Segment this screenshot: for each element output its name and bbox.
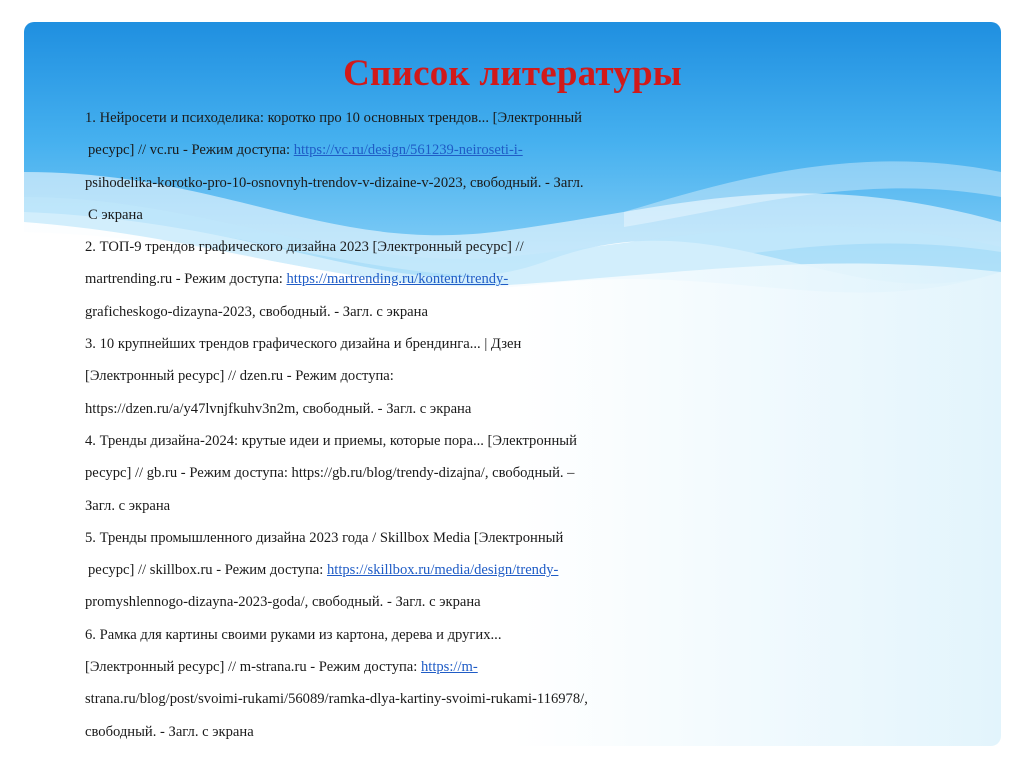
bibliography-line: 2. ТОП-9 трендов графического дизайна 2023 [Электронный ресурс] //	[85, 239, 524, 256]
bibliography-line	[85, 263, 725, 295]
bibliography-line: свободный. - Загл. с экрана	[85, 723, 254, 740]
bibliography-line: [Электронный ресурс] // dzen.ru - Режим доступа:	[85, 368, 394, 385]
bibliography-line: Загл. с экрана	[85, 497, 171, 514]
line-text: ресурс] // skillbox.ru - Режим доступа:	[88, 562, 327, 579]
reference-link[interactable]: https://skillbox.ru/media/design/trendy-	[326, 562, 559, 579]
line-text: [Электронный ресурс] // m-strana.ru - Режим доступа:	[85, 659, 421, 676]
bibliography-line	[85, 651, 725, 683]
bibliography-line	[85, 554, 725, 586]
reference-link[interactable]: https://martrending.ru/kontent/trendy-	[286, 271, 509, 288]
bibliography-line: ресурс] // gb.ru - Режим доступа: https://gb.ru/blog/trendy-dizajna/, свободный. –	[85, 465, 575, 482]
bibliography-list	[85, 102, 725, 746]
bibliography-line: 1. Нейросети и психоделика: коротко про 10 основных трендов... [Электронный	[85, 110, 582, 126]
reference-link[interactable]: https://m-	[420, 659, 478, 676]
bibliography-line: 5. Тренды промышленного дизайна 2023 года / Skillbox Media [Электронный	[85, 529, 564, 546]
bibliography-line: С экрана	[88, 206, 143, 223]
line-text: ресурс] // vc.ru - Режим доступа:	[88, 142, 294, 159]
page-title: Список литературы	[343, 53, 682, 94]
bibliography-line: 6. Рамка для картины своими руками из картона, дерева и других...	[85, 626, 502, 643]
reference-link[interactable]: https://vc.ru/design/561239-neiroseti-i-	[293, 142, 523, 159]
bibliography-line: psihodelika-korotko-pro-10-osnovnyh-trendov-v-dizaine-v-2023, свободный. - Загл.	[85, 174, 584, 191]
bibliography-line	[85, 134, 725, 166]
bibliography-line: 4. Тренды дизайна-2024: крутые идеи и приемы, которые пора... [Электронный	[85, 432, 577, 449]
bibliography-line: graficheskogo-dizayna-2023, свободный. - Загл. с экрана	[85, 303, 428, 320]
bibliography-line: 3. 10 крупнейших трендов графического дизайна и брендинга... | Дзен	[85, 336, 522, 353]
bibliography-line: strana.ru/blog/post/svoimi-rukami/56089/ramka-dlya-kartiny-svoimi-rukami-116978/,	[85, 691, 588, 708]
slide	[24, 22, 1001, 746]
line-text: martrending.ru - Режим доступа:	[85, 271, 287, 288]
bibliography-line: promyshlennogo-dizayna-2023-goda/, свободный. - Загл. с экрана	[85, 594, 481, 611]
bibliography-line: https://dzen.ru/a/y47lvnjfkuhv3n2m, свободный. - Загл. с экрана	[85, 400, 472, 417]
